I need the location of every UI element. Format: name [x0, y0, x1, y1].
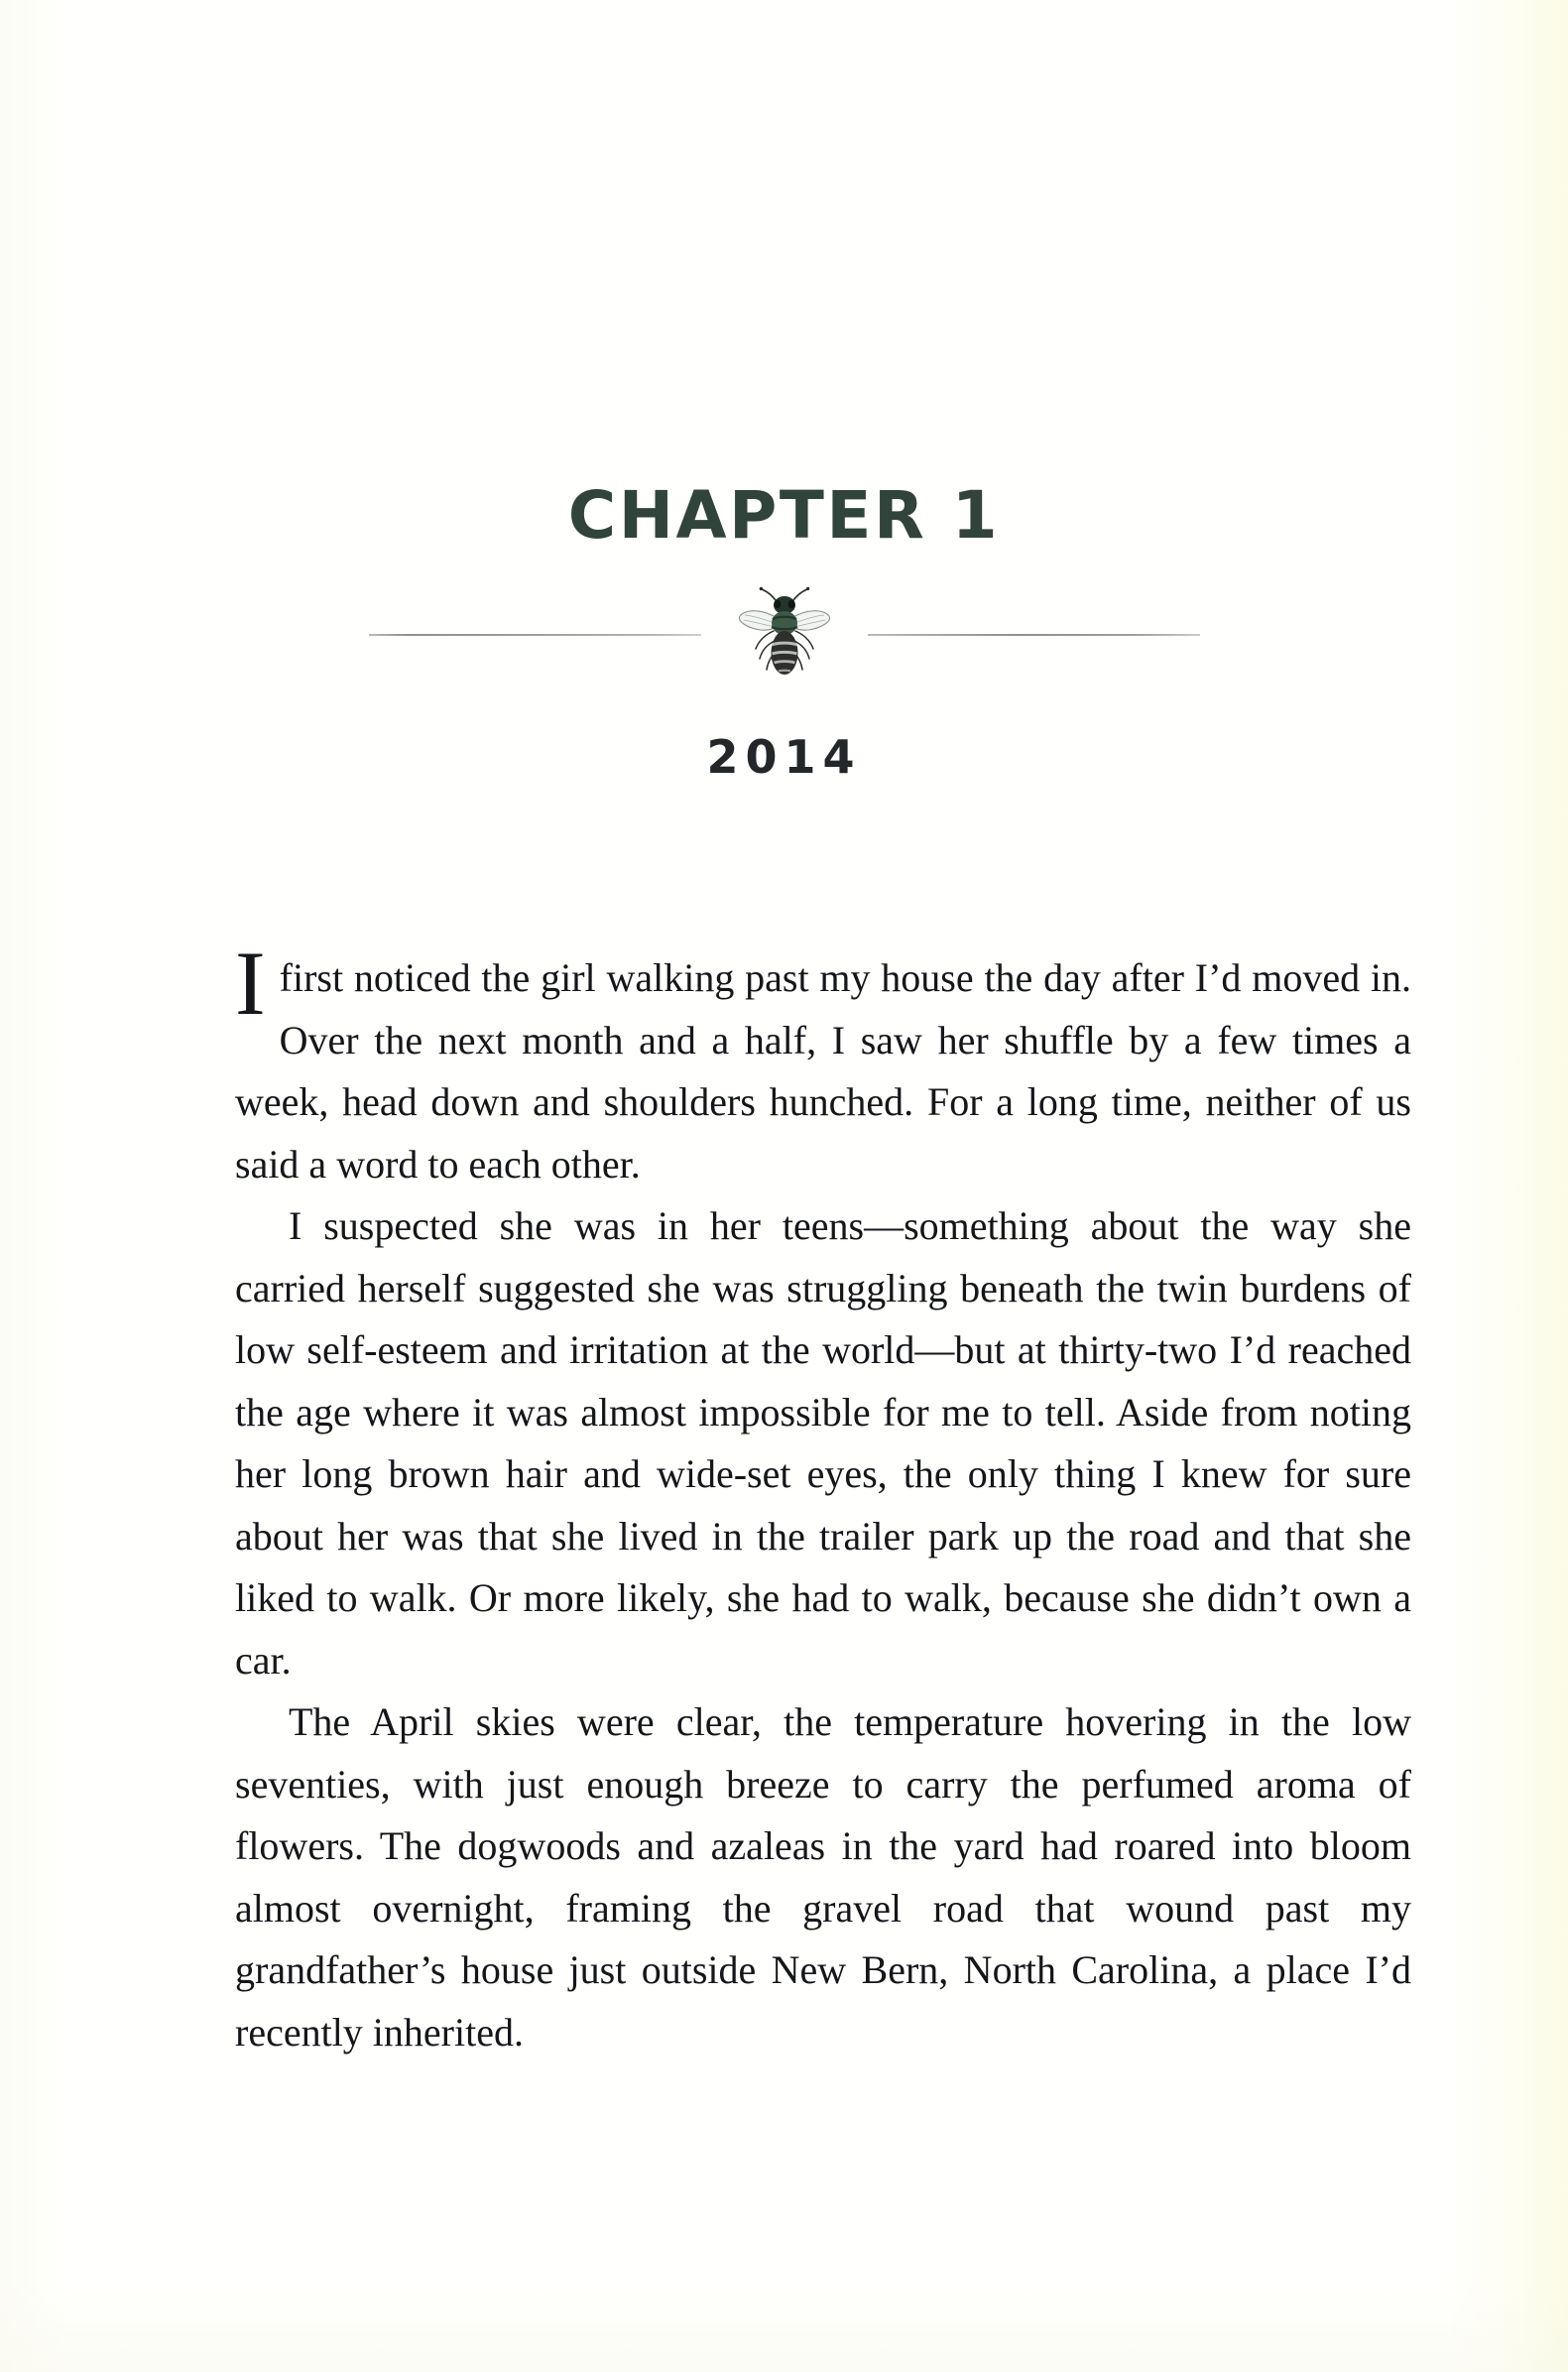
ornament-divider: [0, 580, 1568, 689]
paragraph-2-text: I suspected she was in her teens—something about the way she carried herself suggested she was struggling beneath the twin burdens of low self-esteem and irritation at the world—but at thirty-two I’d reached the age where it was almost impossible for me to tell. Aside from noting her long brown hair and wide-set eyes, the only thing I knew for sure about her was that she lived in the trailer park up the road and that she liked to walk. Or more likely, she had to walk, because she didn’t own a car.: [235, 1203, 1411, 1683]
divider-rule-right: [868, 634, 1200, 636]
paragraph-3-text: The April skies were clear, the temperature hovering in the low seventies, with just enough breeze to carry the perfumed aroma of flowers. The dogwoods and azaleas in the yard had roared into bloom almost overnight, framing the gravel road that wound past my grandfather’s house just outside New Bern, North Carolina, a place I’d recently inherited.: [235, 1699, 1411, 2055]
drop-cap: I: [235, 933, 266, 1034]
divider-rule-left: [369, 634, 701, 636]
chapter-year: 2014: [706, 730, 862, 784]
bee-icon: [737, 583, 832, 687]
paragraph-1: [235, 933, 1411, 1195]
paragraph-2: [235, 1195, 1411, 1691]
chapter-title: CHAPTER 1: [567, 477, 1001, 555]
paragraph-3: [235, 1691, 1411, 2063]
paragraph-1-text: first noticed the girl walking past my house the day after I’d moved in. Over the next month and a half, I saw her shuffle by a few times a week, head down and shoulders hunched. For a long time, neither of us said a word to each other.: [235, 955, 1411, 1186]
body-text: [235, 933, 1411, 2063]
